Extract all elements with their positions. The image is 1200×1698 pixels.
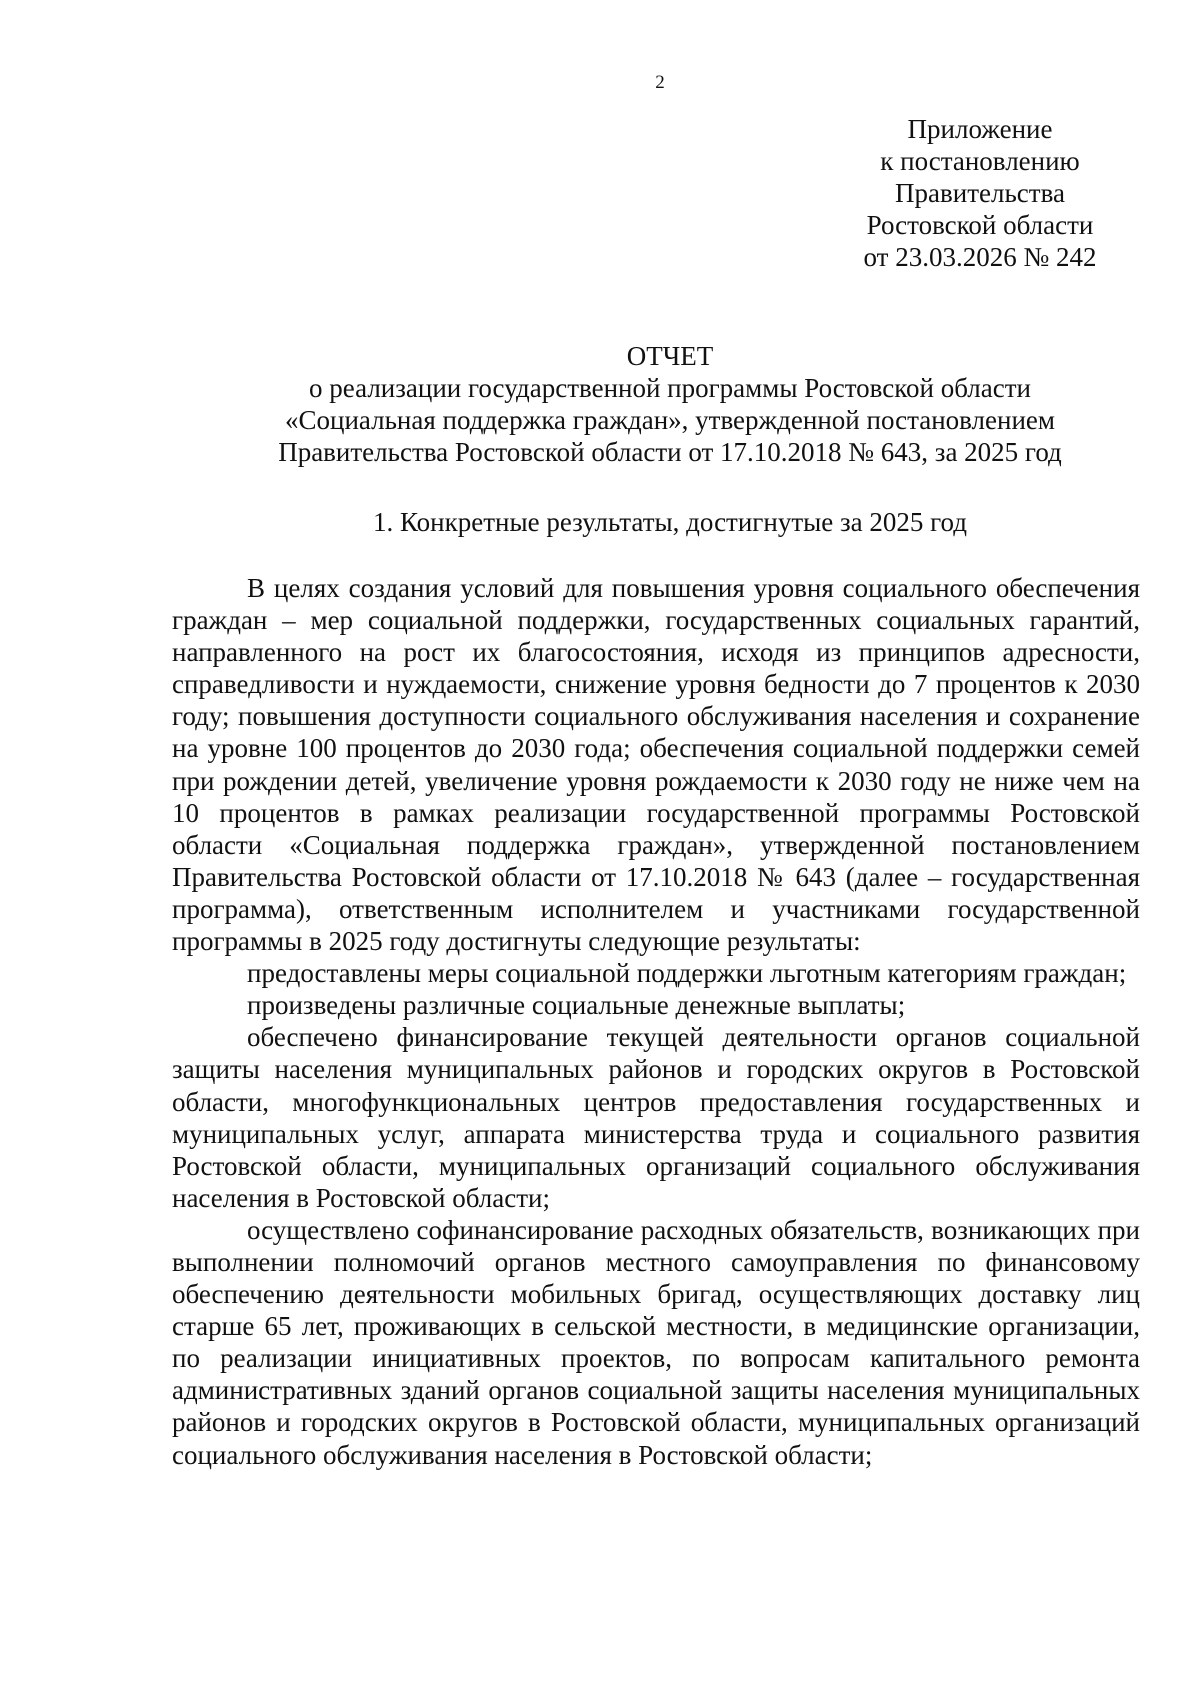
- appendix-line: Приложение: [907, 114, 1053, 144]
- paragraph-item: предоставлены меры социальной поддержки льготным категориям граждан;: [247, 958, 1127, 989]
- report-subtitle-line: «Социальная поддержка граждан», утвержденной постановлением: [285, 405, 1055, 435]
- appendix-block: [820, 113, 1140, 273]
- report-subtitle-line: о реализации государственной программы Ростовской области: [309, 373, 1031, 403]
- appendix-date-number: от 23.03.2026 № 242: [863, 242, 1097, 272]
- report-title-block: [170, 340, 1170, 468]
- paragraph-item: обеспечено финансирование текущей деятельности органов социальной защиты населения муниципальных районов и городских округов в Ростовской области, многофункциональных центров предоставления государственных и муниципальных услуг, аппарата министерства труда и социального развития Ростовской области, муниципальных организаций социального обслуживания населения в Ростовской области;: [172, 1022, 1140, 1213]
- section-heading: 1. Конкретные результаты, достигнутые за 2025 год: [372, 507, 968, 537]
- appendix-line: Ростовской области: [866, 210, 1094, 240]
- report-title: ОТЧЕТ: [626, 341, 714, 371]
- page-number: 2: [655, 72, 665, 93]
- paragraph-intro: В целях создания условий для повышения уровня социального обеспечения граждан – мер социальной поддержки, государственных социальных гарантий, направленного на рост их благосостояния, исходя из принципов адресности, справедливости и нуждаемости, снижение уровня бедности до 7 процентов к 2030 году; повышения доступности социального обслуживания населения и сохранение на уровне 100 процентов до 2030 года; обеспечения социальной поддержки семей при рождении детей, увеличение уровня рождаемости к 2030 году не ниже чем на 10 процентов в рамках реализации государственной программы Ростовской области «Социальная поддержка граждан», утвержденной постановлением Правительства Ростовской области от 17.10.2018 № 643 (далее – государственная программа), ответственным исполнителем и участниками государственной программы в 2025 году достигнуты следующие результаты:: [172, 573, 1140, 957]
- appendix-line: Правительства: [895, 178, 1065, 208]
- paragraph-item: произведены различные социальные денежные выплаты;: [247, 990, 906, 1021]
- paragraph-item: осуществлено софинансирование расходных обязательств, возникающих при выполнении полномочий органов местного самоуправления по финансовому обеспечению деятельности мобильных бригад, осуществляющих доставку лиц старше 65 лет, проживающих в сельской местности, в медицинские организации, по реализации инициативных проектов, по вопросам капитального ремонта административных зданий органов социальной защиты населения муниципальных районов и городских округов в Ростовской области, муниципальных организаций социального обслуживания населения в Ростовской области;: [172, 1214, 1140, 1470]
- report-subtitle-line: Правительства Ростовской области от 17.10.2018 № 643, за 2025 год: [278, 437, 1062, 467]
- appendix-line: к постановлению: [880, 146, 1080, 176]
- body-text: [172, 572, 1140, 1471]
